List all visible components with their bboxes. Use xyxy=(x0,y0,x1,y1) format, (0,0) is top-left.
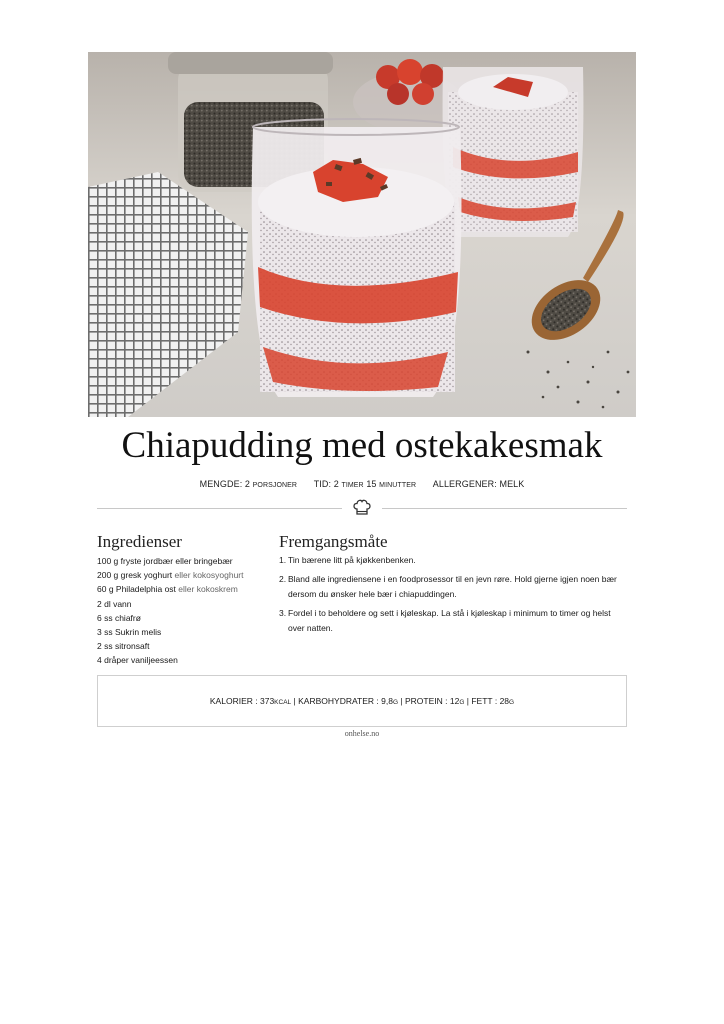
time-hours-unit: TIMER xyxy=(341,482,364,489)
ingredient-item xyxy=(97,611,272,625)
calories-unit: KCAL xyxy=(274,699,292,706)
method-heading: Fremgangsmåte xyxy=(279,532,388,551)
allergens-label: ALLERGENER: xyxy=(432,479,497,489)
divider-line-left xyxy=(97,508,342,509)
fat-unit: G xyxy=(509,699,515,706)
recipe-photo xyxy=(88,52,636,417)
protein-unit: G xyxy=(459,699,465,706)
section-divider xyxy=(97,496,627,520)
ingredient-item xyxy=(97,653,272,667)
separator: | xyxy=(400,696,403,706)
ingredient-item xyxy=(97,625,272,639)
time-minutes-unit: MINUTTER xyxy=(379,482,417,489)
site-footer[interactable]: onhelse.no xyxy=(344,729,380,738)
recipe-title: Chiapudding med ostekakesmak xyxy=(121,425,603,466)
ingredients-heading: Ingredienser xyxy=(97,532,182,551)
ingredient-text: 4 dråper vaniljeessen xyxy=(97,655,178,666)
allergens-value: MELK xyxy=(499,479,525,489)
nutrition-line xyxy=(210,696,514,706)
step-number: 1. xyxy=(279,555,287,565)
ingredient-list xyxy=(97,554,272,668)
fat-label: FETT : xyxy=(471,696,498,706)
method-step xyxy=(279,572,629,603)
time-hours: 2 xyxy=(333,479,339,489)
ingredient-text: 2 ss sitronsaft xyxy=(97,641,150,652)
ingredient-item xyxy=(97,639,272,653)
ingredient-text: 60 g Philadelphia ost xyxy=(97,584,176,595)
chef-hat-icon xyxy=(352,499,372,517)
step-number: 2. xyxy=(279,573,287,584)
method-step xyxy=(279,553,629,569)
amount-meta xyxy=(200,479,298,489)
ingredient-text: 100 g fryste jordbær eller bringebær xyxy=(97,556,233,566)
ingredient-text: 2 dl vann xyxy=(97,598,132,609)
calories-label: KALORIER : xyxy=(209,696,258,706)
amount-value: 2 xyxy=(244,479,251,489)
separator: | xyxy=(466,696,469,706)
carbs-label: KARBOHYDRATER : xyxy=(298,696,379,706)
ingredient-alternative: eller kokoskrem xyxy=(178,584,238,595)
method-steps xyxy=(279,553,629,640)
ingredient-text: 3 ss Sukrin melis xyxy=(97,627,162,638)
time-label: TID: xyxy=(313,479,332,489)
divider-line-right xyxy=(382,508,627,509)
carbs-value: 9,8 xyxy=(381,696,393,706)
step-text: Fordel i to beholdere og sett i kjøleskap. La stå i kjøleskap i minimum to timer og helst over natten. xyxy=(288,607,611,633)
fat-value: 28 xyxy=(499,696,510,706)
method-step xyxy=(279,606,629,637)
recipe-meta xyxy=(0,479,724,489)
protein-label: PROTEIN : xyxy=(404,696,448,706)
ingredient-text: 6 ss chiafrø xyxy=(97,612,141,623)
step-text: Bland alle ingrediensene i en foodprosessor til en jevn røre. Hold gjerne igjen noen bær dersom du ønsker hele bær i chiapuddingen. xyxy=(288,573,617,599)
ingredient-item xyxy=(97,582,272,596)
ingredient-alternative: eller kokosyoghurt xyxy=(174,570,244,581)
amount-unit: PORSJONER xyxy=(252,482,298,489)
ingredient-item xyxy=(97,554,272,568)
nutrition-box xyxy=(97,675,627,727)
separator: | xyxy=(293,696,296,706)
ingredient-item xyxy=(97,597,272,611)
amount-label: MENGDE: xyxy=(199,479,243,489)
calories-value: 373 xyxy=(259,696,275,706)
step-text: Tin bærene litt på kjøkkenbenken. xyxy=(288,555,416,565)
time-meta xyxy=(314,479,416,489)
carbs-unit: G xyxy=(392,699,398,706)
step-number: 3. xyxy=(279,607,287,618)
protein-value: 12 xyxy=(449,696,460,706)
allergens-meta xyxy=(433,479,525,489)
ingredient-item xyxy=(97,568,272,582)
ingredient-text: 200 g gresk yoghurt xyxy=(97,570,173,581)
time-minutes: 15 xyxy=(366,479,377,489)
